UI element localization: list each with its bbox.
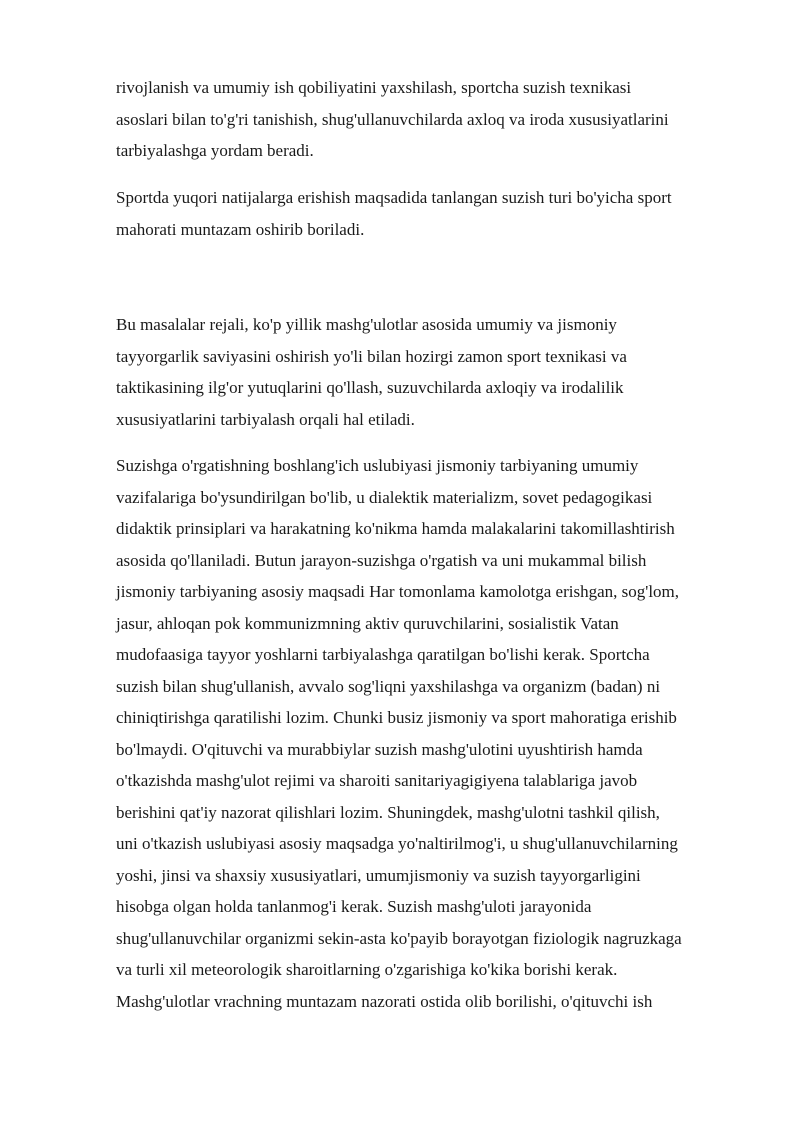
paragraph-4 [116,450,696,1017]
paragraph-line: taktikasining ilg'or yutuqlarini qo'llash, suzuvchilarda axloqiy va irodalilik [116,378,624,397]
paragraph-line: mudofaasiga tayyor yoshlarni tarbiyalashga qaratilgan bo'lishi kerak. Sportcha [116,645,650,664]
paragraph-line: va turli xil meteorologik sharoitlarning o'zgarishiga ko'kika borishi kerak. [116,960,618,979]
paragraph-line: xususiyatlarini tarbiyalash orqali hal etiladi. [116,409,415,429]
paragraph-line: Mashg'ulotlar vrachning muntazam nazorati ostida olib borilishi, o'qituvchi ish [116,991,653,1011]
paragraph-line: bo'lmaydi. O'qituvchi va murabbiylar suzish mashg'ulotini uyushtirish hamda [116,739,643,759]
paragraph-line: mahorati muntazam oshirib boriladi. [116,219,365,239]
paragraph-line: jismoniy tarbiyaning asosiy maqsadi Har tomonlama kamolotga erishgan, sog'lom, [116,582,680,601]
paragraph-line: Sportda yuqori natijalarga erishish maqsadida tanlangan suzish turi bo'yicha sport [116,188,672,207]
paragraph-line: chiniqtirishga qaratilishi lozim. Chunki busiz jismoniy va sport mahoratiga erishib [116,708,677,727]
paragraph-line: rivojlanish va umumiy ish qobiliyatini yaxshilash, sportcha suzish texnikasi [116,78,632,97]
paragraph-line: uni o'tkazish uslubiyasi asosiy maqsadga yo'naltirilmog'i, u shug'ullanuvchilarning [116,834,678,853]
paragraph-line: suzish bilan shug'ullanish, avvalo sog'liqni yaxshilashga va organizm (badan) ni [116,676,661,696]
paragraph-line: berishini qat'iy nazorat qilishlari lozim. Shuningdek, mashg'ulotni tashkil qilish, [116,802,660,822]
paragraph-line: tayyorgarlik saviyasini oshirish yo'li bilan hozirgi zamon sport texnikasi va [116,346,627,366]
paragraph-line: asosida qo'llaniladi. Butun jarayon-suzishga o'rgatish va uni mukammal bilish [116,550,647,570]
paragraph-line: tarbiyalashga yordam beradi. [116,141,314,160]
paragraph-line: vazifalariga bo'ysundirilgan bo'lib, u dialektik materializm, sovet pedagogikasi [116,487,653,507]
paragraph-line: hisobga olgan holda tanlanmog'i kerak. Suzish mashg'uloti jarayonida [116,897,592,916]
paragraph-line: Bu masalalar rejali, ko'p yillik mashg'ulotlar asosida umumiy va jismoniy [116,315,617,334]
paragraph-line: yoshi, jinsi va shaxsiy xususiyatlari, umumjismoniy va suzish tayyorgarligini [116,865,641,885]
paragraph-line: o'tkazishda mashg'ulot rejimi va sharoiti sanitariyagigiyena talablariga javob [116,771,638,790]
paragraph-3 [116,309,696,435]
paragraph-line: didaktik prinsiplari va harakatning ko'nikma hamda malakalarini takomillashtirish [116,519,675,538]
paragraph-1 [116,72,696,167]
paragraph-line: shug'ullanuvchilar organizmi sekin-asta ko'payib borayotgan fiziologik nagruzkaga [116,928,682,948]
paragraph-line: jasur, ahloqan pok kommunizmning aktiv quruvchilarini, sosialistik Vatan [116,613,619,633]
paragraph-line: asoslari bilan to'g'ri tanishish, shug'ullanuvchilarda axloq va iroda xususiyatlarini [116,109,669,129]
paragraph-line: Suzishga o'rgatishning boshlang'ich uslubiyasi jismoniy tarbiyaning umumiy [116,456,639,475]
paragraph-2 [116,182,696,245]
